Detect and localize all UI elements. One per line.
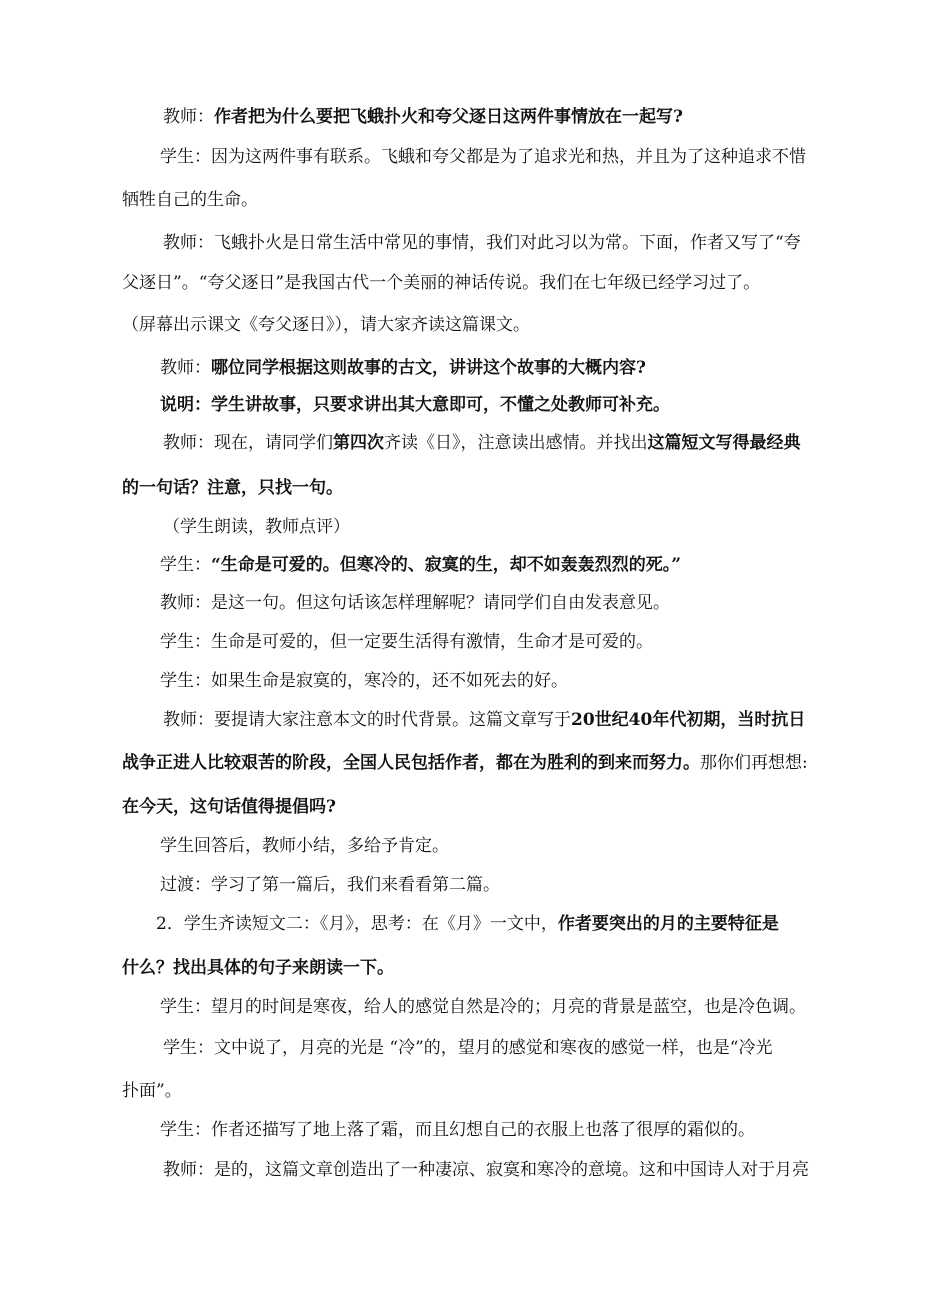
speaker-label: 教师：: [160, 358, 211, 378]
paragraph-text: 学生：文中说了，月亮的光是 “冷”的，望月的感觉和寒夜的感觉一样，也是“冷光: [163, 1038, 773, 1058]
bold-text: 这篇短文写得最经典: [647, 433, 801, 453]
bold-text: 20世纪40年代初期，当时抗日: [571, 710, 806, 730]
paragraph-line: [0, 666, 950, 696]
speaker-label: 教师：: [163, 107, 214, 127]
paragraph-line: [0, 102, 950, 132]
paragraph-text: 那你们再想想:: [700, 753, 808, 773]
paragraph-text: 教师：是这一句。但这句话该怎样理解呢？请同学们自由发表意见。: [160, 593, 670, 613]
paragraph-text: 学生：生命是可爱的，但一定要生活得有激情，生命才是可爱的。: [160, 632, 653, 652]
paragraph-line: [0, 992, 950, 1022]
paragraph-line: [0, 142, 950, 172]
paragraph-line: [0, 228, 950, 258]
paragraph-text: 过渡：学习了第一篇后，我们来看看第二篇。: [160, 875, 500, 895]
paragraph-text: （学生朗读，教师点评）: [163, 517, 350, 537]
paragraph-line: [0, 909, 950, 939]
paragraph-line: [0, 390, 950, 420]
bold-text: 的一句话？注意，只找一句。: [122, 478, 343, 498]
paragraph-line: [0, 748, 950, 778]
speaker-label: 学生：: [160, 555, 211, 575]
paragraph-line: [0, 953, 950, 983]
paragraph-line: [0, 512, 950, 542]
paragraph-line: [0, 353, 950, 383]
paragraph-line: [0, 185, 950, 215]
paragraph-line: [0, 1115, 950, 1145]
paragraph-line: [0, 705, 950, 735]
paragraph-text: 学生：作者还描写了地上落了霜，而且幻想自己的衣服上也落了很厚的霜似的。: [160, 1120, 755, 1140]
paragraph-text: （屏幕出示课文《夸父逐日》），请大家齐读这篇课文。: [122, 315, 530, 335]
paragraph-text: 父逐日”。“夸父逐日”是我国古代一个美丽的神话传说。我们在七年级已经学习过了。: [122, 273, 761, 293]
paragraph-line: [0, 831, 950, 861]
paragraph-line: [0, 627, 950, 657]
paragraph-text: 牺牲自己的生命。: [122, 190, 258, 210]
paragraph-line: [0, 550, 950, 580]
paragraph-text: 教师：飞蛾扑火是日常生活中常见的事情，我们对此习以为常。下面，作者又写了“夸: [163, 233, 801, 253]
paragraph-line: [0, 428, 950, 458]
paragraph-line: [0, 588, 950, 618]
bold-text: 作者要突出的月的主要特征是: [557, 914, 779, 934]
bold-text: 哪位同学根据这则故事的古文，讲讲这个故事的大概内容?: [211, 358, 646, 378]
paragraph-text: 学生：因为这两件事有联系。飞蛾和夸父都是为了追求光和热，并且为了这种追求不惜: [160, 147, 806, 167]
bold-text: 战争正进人比较艰苦的阶段，全国人民包括作者，都在为胜利的到来而努力。: [122, 753, 700, 773]
paragraph-line: [0, 473, 950, 503]
paragraph-text: 教师：要提请大家注意本文的时代背景。这篇文章写于: [163, 710, 571, 730]
paragraph-text: 学生回答后，教师小结，多给予肯定。: [160, 836, 449, 856]
paragraph-line: [0, 870, 950, 900]
bold-text: “生命是可爱的。但寒冷的、寂寞的生，却不如轰轰烈烈的死。”: [211, 555, 682, 575]
bold-text: 什么？找出具体的句子来朗读一下。: [122, 958, 394, 978]
paragraph-text: 学生：如果生命是寂寞的，寒冷的，还不如死去的好。: [160, 671, 568, 691]
paragraph-line: [0, 792, 950, 822]
paragraph-text: 齐读《日》，注意读出感情。并找出: [384, 433, 648, 453]
paragraph-text: 学生：望月的时间是寒夜，给人的感觉自然是冷的；月亮的背景是蓝空，也是冷色调。: [160, 997, 806, 1017]
paragraph-text: 教师：是的，这篇文章创造出了一种凄凉、寂寞和寒冷的意境。这和中国诗人对于月亮: [163, 1160, 809, 1180]
paragraph-line: [0, 1033, 950, 1063]
paragraph-line: [0, 268, 950, 298]
bold-text: 第四次: [333, 433, 384, 453]
bold-text: 说明：学生讲故事，只要求讲出其大意即可，不懂之处教师可补充。: [160, 395, 670, 415]
paragraph-text: 扑面”。: [122, 1081, 182, 1101]
paragraph-line: [0, 1155, 950, 1185]
paragraph-text: 教师：现在，请同学们: [163, 433, 333, 453]
bold-text: 作者把为什么要把飞蛾扑火和夸父逐日这两件事情放在一起写?: [214, 107, 683, 127]
paragraph-text: 2．学生齐读短文二：《月》，思考：在《月》一文中，: [156, 914, 558, 934]
paragraph-line: [0, 310, 950, 340]
bold-text: 在今天，这句话值得提倡吗?: [122, 797, 336, 817]
paragraph-line: [0, 1076, 950, 1106]
